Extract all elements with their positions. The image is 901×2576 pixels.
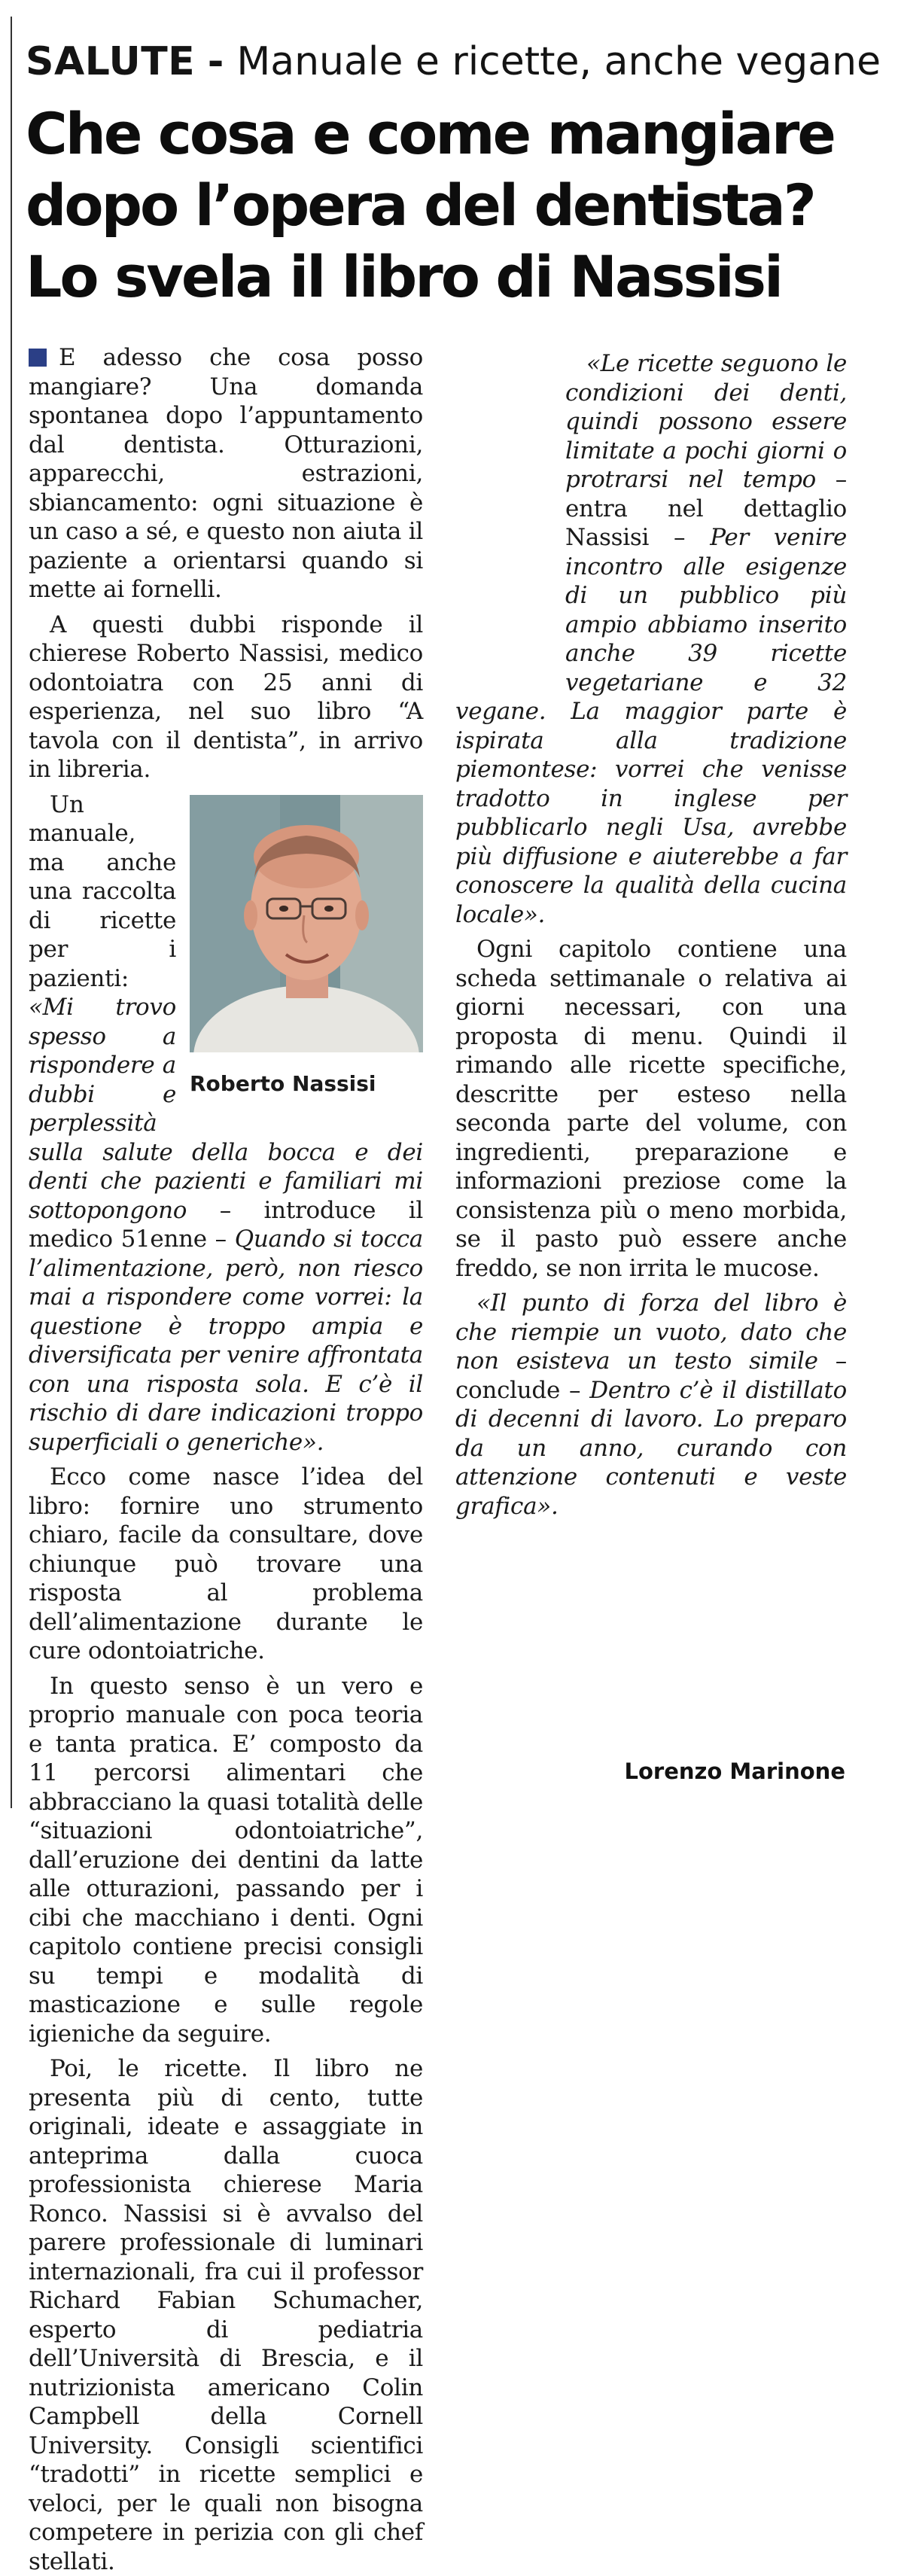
photo-caption: Roberto Nassisi [190, 1070, 376, 1096]
quote-text: Per venire incontro alle esigenze di un pubblico più ampio abbiamo inserito anche 39 ricette vegetariane e 32 vegane. La maggior parte è ispirata alla tradizione piemontese: vorrei che venisse tradotto in inglese per pubblicarlo negli Usa, avrebbe più diffusione e aiuterebbe a far conoscere la qualità della cucina locale». [455, 524, 848, 928]
headline [26, 98, 876, 312]
quote-text: Quando si tocca l’alimentazione, però, non riesco mai a rispondere come vorrei: la questione è troppo ampia e diversificata per venire affrontata con una risposta sola. E c’è il rischio di dare indicazioni troppo superficiali o generiche». [29, 1226, 423, 1456]
paragraph: In questo senso è un vero e proprio manuale con poca teoria e tanta pratica. E’ composto da 11 percorsi alimentari che abbracciano la quasi totalità delle “situazioni odontoiatriche”, dall’eruzione dei dentini da latte alle otturazioni, passando per i cibi che macchiano i denti. Ogni capitolo contiene precisi consigli su tempi e modalità di masticazione e sulle regole igieniche da seguire. [29, 1672, 423, 2048]
headline-line: Che cosa e come mangiare [26, 100, 834, 167]
kicker [26, 38, 881, 86]
column-rule [11, 17, 12, 1808]
kicker-text: Manuale e ricette, anche vegane [236, 39, 881, 84]
paragraph-text: – conclude – [455, 1347, 847, 1404]
paragraph-text: – entra nel dettaglio Nassisi – [565, 466, 847, 551]
quote-paragraph [29, 790, 423, 1457]
quote-text: Dentro c’è il distillato di decenni di lavoro. Lo preparo da un anno, curando con attenzione contenuti e veste grafica». [455, 1376, 847, 1520]
headline-line: dopo l’opera del dentista? [26, 172, 814, 239]
lead-bullet-icon [29, 349, 47, 367]
headline-line: Lo svela il libro di Nassisi [26, 243, 782, 310]
paragraph: Poi, le ricette. Il libro ne presenta più di cento, tutte originali, ideate e assaggiate in anteprima dalla cuoca professionista chierese Maria Ronco. Nassisi si è avvalso del parere professionale di luminari internazionali, fra cui il professor Richard Fabian Schumacher, esperto di pediatria dell’Università di Brescia, e il nutrizionista americano Colin Campbell della Cornell University. Consigli scientifici “tradotti” in ricette semplici e veloci, per le quali non bisogna competere in perizia con gli chef stellati. [29, 2055, 423, 2575]
paragraph: Ecco come nasce l’idea del libro: fornire uno strumento chiaro, facile da consultare, dove chiunque può trovare una risposta al problema dell’alimentazione durante le cure odontoiatriche. [29, 1463, 423, 1664]
portrait-image [190, 795, 423, 1052]
quote-paragraph [455, 1289, 847, 1521]
photo-wrap-space [455, 349, 565, 682]
article-column-left [29, 343, 423, 2575]
byline: Lorenzo Marinone [624, 1758, 845, 1784]
paragraph-text: Un manuale, ma anche una raccolta di ricette per i pazienti: [29, 790, 176, 992]
quote-paragraph [455, 349, 847, 929]
author-photo-block [190, 795, 423, 1108]
paragraph: A questi dubbi risponde il chierese Roberto Nassisi, medico odontoiatra con 25 anni di esperienza, nel suo libro “A tavola con il dentista”, in arrivo in libreria. [29, 611, 423, 783]
quote-text: «Mi trovo spesso a rispondere a dubbi e perplessità sulla salute della bocca e dei denti che pazienti e familiari mi sottopongono [29, 994, 423, 1224]
paragraph-text: – introduce il medico 51enne – [29, 1196, 423, 1253]
section-label: SALUTE [26, 39, 196, 84]
kicker-separator: - [207, 39, 224, 84]
paragraph: Ogni capitolo contiene una scheda settimanale o relativa ai giorni necessari, con una proposta di menu. Quindi il rimando alle ricette specifiche, descritte per esteso nella seconda parte del volume, con ingredienti, preparazione e informazioni preziose come la consistenza più o meno morbida, se il pasto può essere anche freddo, se non irrita le mucose. [455, 936, 847, 1282]
article-column-right [455, 343, 847, 1758]
lead-paragraph [29, 343, 423, 604]
paragraph-text: E adesso che cosa posso mangiare? Una domanda spontanea dopo l’appuntamento dal dentista. Otturazioni, apparecchi, estrazioni, sbiancamento: ogni situazione è un caso a sé, e questo non aiuta il paziente a orientarsi quando si mette ai fornelli. [29, 344, 423, 603]
author-photo [190, 795, 423, 1052]
quote-text: «Le ricette seguono le condizioni dei denti, quindi possono essere limitate a pochi giorni o protrarsi nel tempo [565, 350, 847, 493]
quote-text: «Il punto di forza del libro è che riempie un vuoto, dato che non esisteva un testo simile [455, 1290, 847, 1375]
